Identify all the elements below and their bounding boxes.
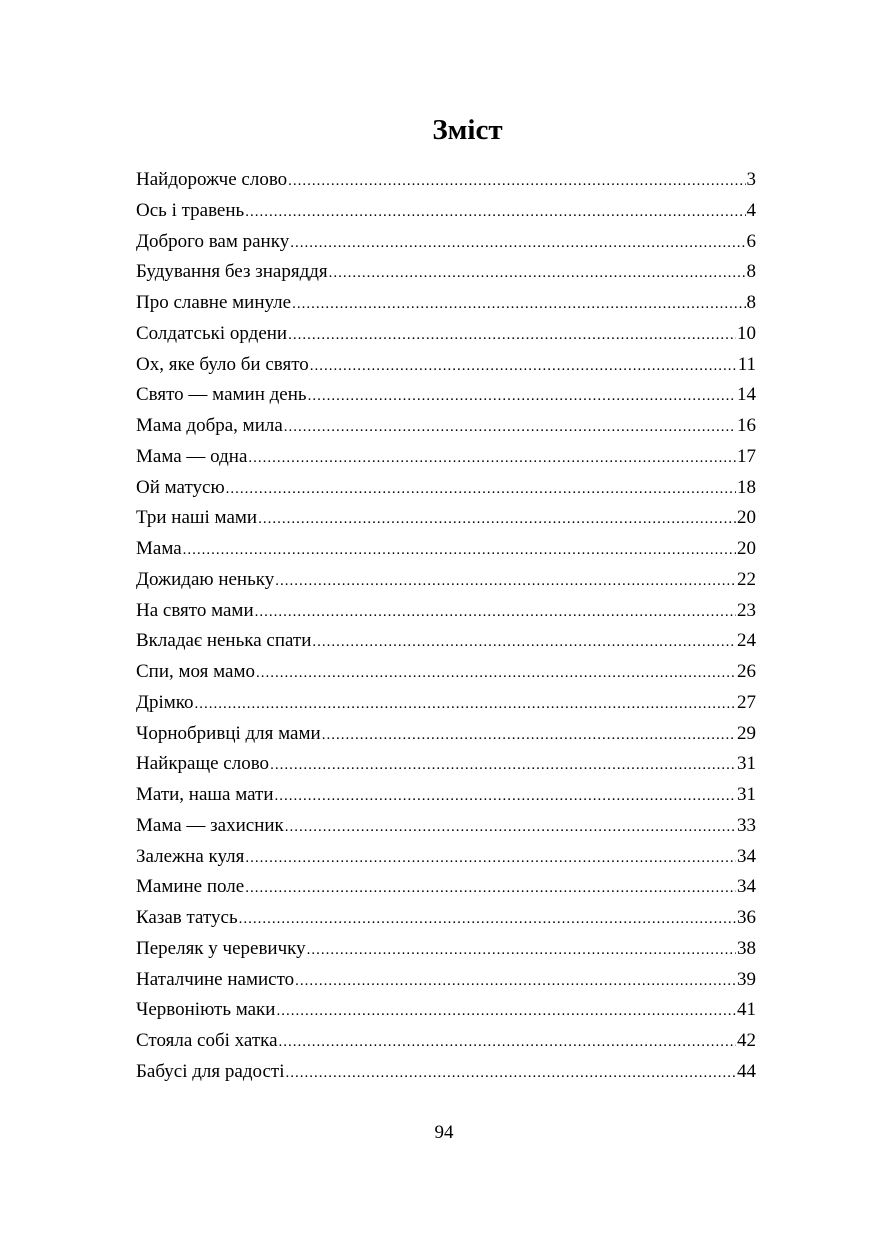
toc-entry xyxy=(136,165,756,196)
toc-entry xyxy=(136,934,756,965)
page-number: 94 xyxy=(434,1122,454,1143)
toc-entry xyxy=(136,780,756,811)
toc-entry xyxy=(136,719,756,750)
dot-leader xyxy=(312,627,736,658)
dot-leader xyxy=(258,504,736,535)
toc-entry-title: Наталчине намисто xyxy=(136,968,295,990)
dot-leader xyxy=(245,843,736,874)
toc-entry-page: 33 xyxy=(737,814,756,836)
toc-entry xyxy=(136,749,756,780)
toc-entry xyxy=(136,442,756,473)
dot-leader xyxy=(290,228,745,259)
toc-entry-page: 16 xyxy=(737,415,756,436)
toc-entry xyxy=(136,473,756,504)
dot-leader xyxy=(255,597,736,628)
toc-entry-page: 34 xyxy=(737,876,756,898)
toc-entry-page: 41 xyxy=(737,999,756,1021)
toc-entry xyxy=(136,596,756,627)
toc-entry-title: Найкраще слово xyxy=(136,753,270,775)
dot-leader xyxy=(279,1027,736,1058)
dot-leader xyxy=(285,1058,736,1089)
toc-entry xyxy=(136,565,756,596)
toc-entry-page: 26 xyxy=(737,661,756,682)
toc-entry-title: Мама — одна xyxy=(136,445,248,467)
toc-entry xyxy=(136,534,756,565)
toc-entry-title: На свято мами xyxy=(136,599,254,621)
toc-entry-title: Мати, наша мати xyxy=(136,784,274,805)
toc-entry-page: 24 xyxy=(737,630,756,652)
toc-entry-title: Мамине поле xyxy=(136,876,245,898)
toc-entry-page: 3 xyxy=(746,169,756,190)
toc-entry-title: Найдорожче слово xyxy=(136,169,288,190)
toc-entry-page: 4 xyxy=(746,199,756,221)
toc-entry-title: Переляк у черевичку xyxy=(136,937,306,959)
dot-leader xyxy=(310,351,737,382)
toc-entry-title: Ой матусю xyxy=(136,476,225,498)
toc-entry-page: 8 xyxy=(746,261,756,283)
toc-entry xyxy=(136,995,756,1026)
toc-entry xyxy=(136,688,756,719)
toc-entry xyxy=(136,227,756,258)
toc-entry-title: Ось і травень xyxy=(136,199,245,221)
dot-leader xyxy=(322,720,736,751)
toc-entry-title: Вкладає ненька спати xyxy=(136,630,312,652)
toc-entry-title: Будування без знаряддя xyxy=(136,261,328,283)
dot-leader xyxy=(285,812,736,843)
toc-entry-page: 42 xyxy=(737,1030,756,1051)
toc-entry xyxy=(136,288,756,319)
dot-leader xyxy=(276,996,736,1027)
dot-leader xyxy=(288,320,736,351)
toc-entry-page: 36 xyxy=(737,907,756,928)
toc-entry-title: Стояла собі хатка xyxy=(136,1030,278,1051)
toc-entry-page: 31 xyxy=(737,784,756,805)
toc-entry xyxy=(136,657,756,688)
toc-entry-title: Казав татусь xyxy=(136,907,238,928)
dot-leader xyxy=(275,781,736,812)
dot-leader xyxy=(295,966,736,997)
toc-entry-page: 10 xyxy=(737,322,756,344)
toc-entry-title: Мама добра, мила xyxy=(136,415,283,436)
table-of-contents xyxy=(136,165,756,1088)
toc-entry-title: Чорнобривці для мами xyxy=(136,722,321,744)
toc-entry-title: Солдатські ордени xyxy=(136,322,288,344)
dot-leader xyxy=(195,689,736,720)
toc-entry-page: 39 xyxy=(737,968,756,990)
dot-leader xyxy=(270,750,736,781)
toc-entry xyxy=(136,350,756,381)
toc-entry xyxy=(136,503,756,534)
toc-entry-title: Спи, моя мамо xyxy=(136,661,256,682)
toc-entry xyxy=(136,196,756,227)
toc-entry-title: Мама xyxy=(136,538,182,559)
toc-entry-page: 17 xyxy=(737,445,756,467)
dot-leader xyxy=(239,904,736,935)
toc-entry-page: 38 xyxy=(737,937,756,959)
toc-entry-page: 11 xyxy=(737,353,756,375)
toc-entry-title: Червоніють маки xyxy=(136,999,276,1021)
toc-entry-title: Залежна куля xyxy=(136,845,245,867)
dot-leader xyxy=(183,535,736,566)
toc-entry-title: Дрімко xyxy=(136,691,194,713)
toc-entry-title: Про славне минуле xyxy=(136,292,292,313)
toc-entry-page: 6 xyxy=(746,230,756,252)
dot-leader xyxy=(307,935,736,966)
dot-leader xyxy=(226,474,736,505)
toc-entry xyxy=(136,1057,756,1088)
toc-entry-title: Мама — захисник xyxy=(136,814,284,836)
dot-leader xyxy=(288,166,745,197)
dot-leader xyxy=(329,258,746,289)
toc-entry-page: 20 xyxy=(737,538,756,559)
toc-entry-title: Три наші мами xyxy=(136,507,258,529)
toc-entry-title: Ох, яке було би свято xyxy=(136,353,309,375)
toc-entry xyxy=(136,842,756,873)
toc-entry-page: 34 xyxy=(737,845,756,867)
dot-leader xyxy=(292,289,745,320)
toc-entry xyxy=(136,411,756,442)
dot-leader xyxy=(245,873,736,904)
toc-entry-page: 29 xyxy=(737,722,756,744)
toc-entry-title: Доброго вам ранку xyxy=(136,230,290,252)
toc-title: Зміст xyxy=(432,114,503,146)
toc-entry-page: 20 xyxy=(737,507,756,529)
toc-entry-title: Дожидаю неньку xyxy=(136,568,275,590)
toc-entry xyxy=(136,903,756,934)
dot-leader xyxy=(256,658,736,689)
toc-entry xyxy=(136,1026,756,1057)
toc-entry xyxy=(136,626,756,657)
toc-entry xyxy=(136,319,756,350)
toc-entry-page: 14 xyxy=(737,384,756,406)
toc-entry xyxy=(136,811,756,842)
toc-entry-page: 22 xyxy=(737,568,756,590)
dot-leader xyxy=(308,381,736,412)
toc-entry-page: 23 xyxy=(737,599,756,621)
dot-leader xyxy=(275,566,736,597)
toc-entry-page: 31 xyxy=(737,753,756,775)
toc-entry-page: 18 xyxy=(737,476,756,498)
dot-leader xyxy=(245,197,745,228)
toc-entry-page: 27 xyxy=(737,691,756,713)
toc-entry xyxy=(136,965,756,996)
dot-leader xyxy=(248,443,736,474)
toc-entry-page: 44 xyxy=(737,1060,756,1082)
toc-entry xyxy=(136,872,756,903)
toc-entry-title: Свято — мамин день xyxy=(136,384,307,406)
dot-leader xyxy=(284,412,736,443)
toc-entry xyxy=(136,257,756,288)
toc-entry-page: 8 xyxy=(746,292,756,313)
toc-entry xyxy=(136,380,756,411)
toc-entry-title: Бабусі для радості xyxy=(136,1060,285,1082)
